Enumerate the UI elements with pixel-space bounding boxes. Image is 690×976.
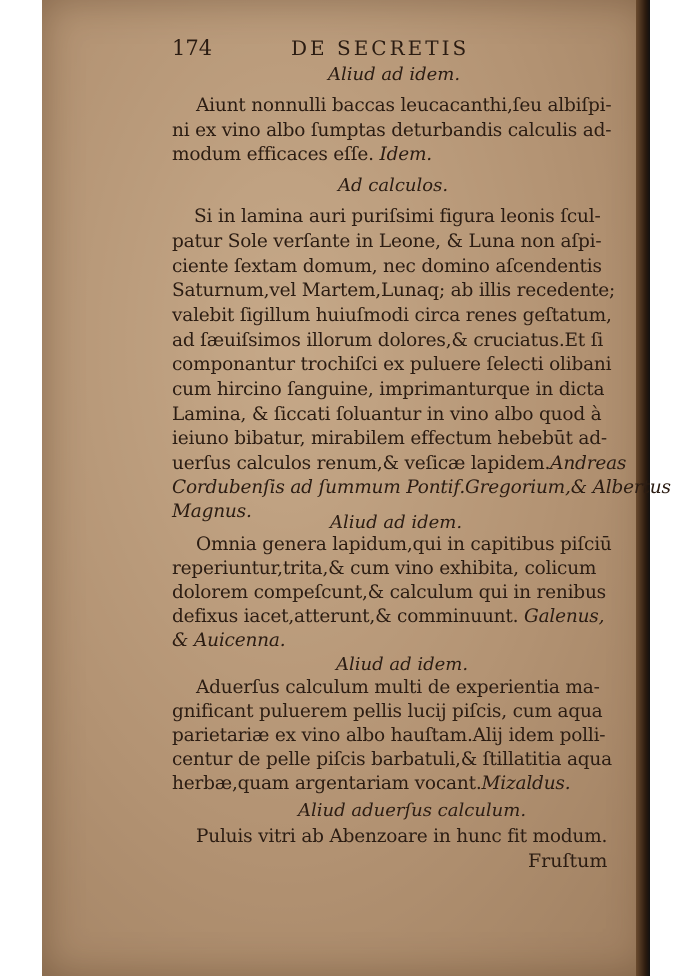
text-line: ad ſæuiſsimos illorum dolores,& cruciatus.Et ſi — [172, 330, 604, 351]
text-line — [172, 606, 604, 628]
text-line: Si in lamina auri puriſsimi figura leonis ſcul- — [194, 206, 601, 227]
page-number: 174 — [172, 36, 213, 60]
text-line: Lamina, & ſiccati ſoluantur in vino albo quod à — [172, 404, 602, 425]
text-line: ciente ſextam domum, nec domino aſcendentis — [172, 256, 602, 277]
text-line — [172, 144, 432, 166]
section-heading: Aliud ad idem. — [328, 64, 461, 85]
source-citation: Idem. — [379, 144, 432, 165]
text-line: valebit ſigillum huiuſmodi circa renes geſtatum, — [172, 305, 612, 326]
section-heading: Aliud ad idem. — [336, 654, 469, 675]
text-line — [172, 453, 626, 475]
text-line: ni ex vino albo ſumptas deturbandis calculis ad- — [172, 120, 612, 141]
text-fragment: modum efficaces eſſe. — [172, 144, 374, 165]
source-citation: Andreas — [550, 453, 627, 474]
text-fragment: defixus iacet,atterunt,& comminuunt. — [172, 606, 519, 627]
running-title: DE SECRETIS — [291, 36, 470, 60]
text-line: patur Sole verſante in Leone, & Luna non aſpi- — [172, 231, 602, 252]
text-fragment: uerſus calculos renum,& veſicæ lapidem. — [172, 453, 551, 474]
text-line: Puluis vitri ab Abenzoare in hunc fit modum. — [196, 826, 608, 847]
text-line: Aiunt nonnulli baccas leucacanthi,ſeu albiſpi- — [196, 95, 612, 116]
text-line: componantur trochiſci ex puluere ſelecti olibani — [172, 354, 612, 375]
text-line: Omnia genera lapidum,qui in capitibus piſciū — [196, 534, 612, 555]
text-line: centur de pelle piſcis barbatuli,& ſtillatitia aqua — [172, 749, 612, 770]
text-line — [172, 773, 570, 795]
text-line: Aduerſus calculum multi de experientia ma- — [196, 677, 600, 698]
source-citation: Cordubenſis ad ſummum Pontif.Gregorium,& Albertus — [172, 477, 671, 498]
catchword: Fruſtum — [528, 850, 608, 872]
text-line: gnificant puluerem pellis lucij piſcis, cum aqua — [172, 701, 603, 722]
text-line: dolorem compeſcunt,& calculum qui in renibus — [172, 582, 606, 603]
source-citation: & Auicenna. — [172, 630, 286, 651]
section-heading: Aliud aduerſus calculum. — [298, 800, 527, 821]
source-citation: Magnus. — [172, 501, 252, 522]
section-heading: Ad calculos. — [338, 175, 449, 196]
text-fragment: herbæ,quam argentariam vocant. — [172, 773, 482, 794]
source-citation: Galenus, — [524, 606, 605, 627]
text-line: parietariæ ex vino albo hauſtam.Alij idem polli- — [172, 725, 606, 746]
section-heading: Aliud ad idem. — [330, 512, 463, 533]
source-citation: Mizaldus. — [481, 773, 571, 794]
text-line: Saturnum,vel Martem,Lunaq; ab illis recedente; — [172, 280, 616, 301]
text-line: reperiuntur,trita,& cum vino exhibita, colicum — [172, 558, 597, 579]
text-line: ieiuno bibatur, mirabilem effectum hebebūt ad- — [172, 428, 607, 449]
text-line: cum hircino ſanguine, imprimanturque in dicta — [172, 379, 605, 400]
